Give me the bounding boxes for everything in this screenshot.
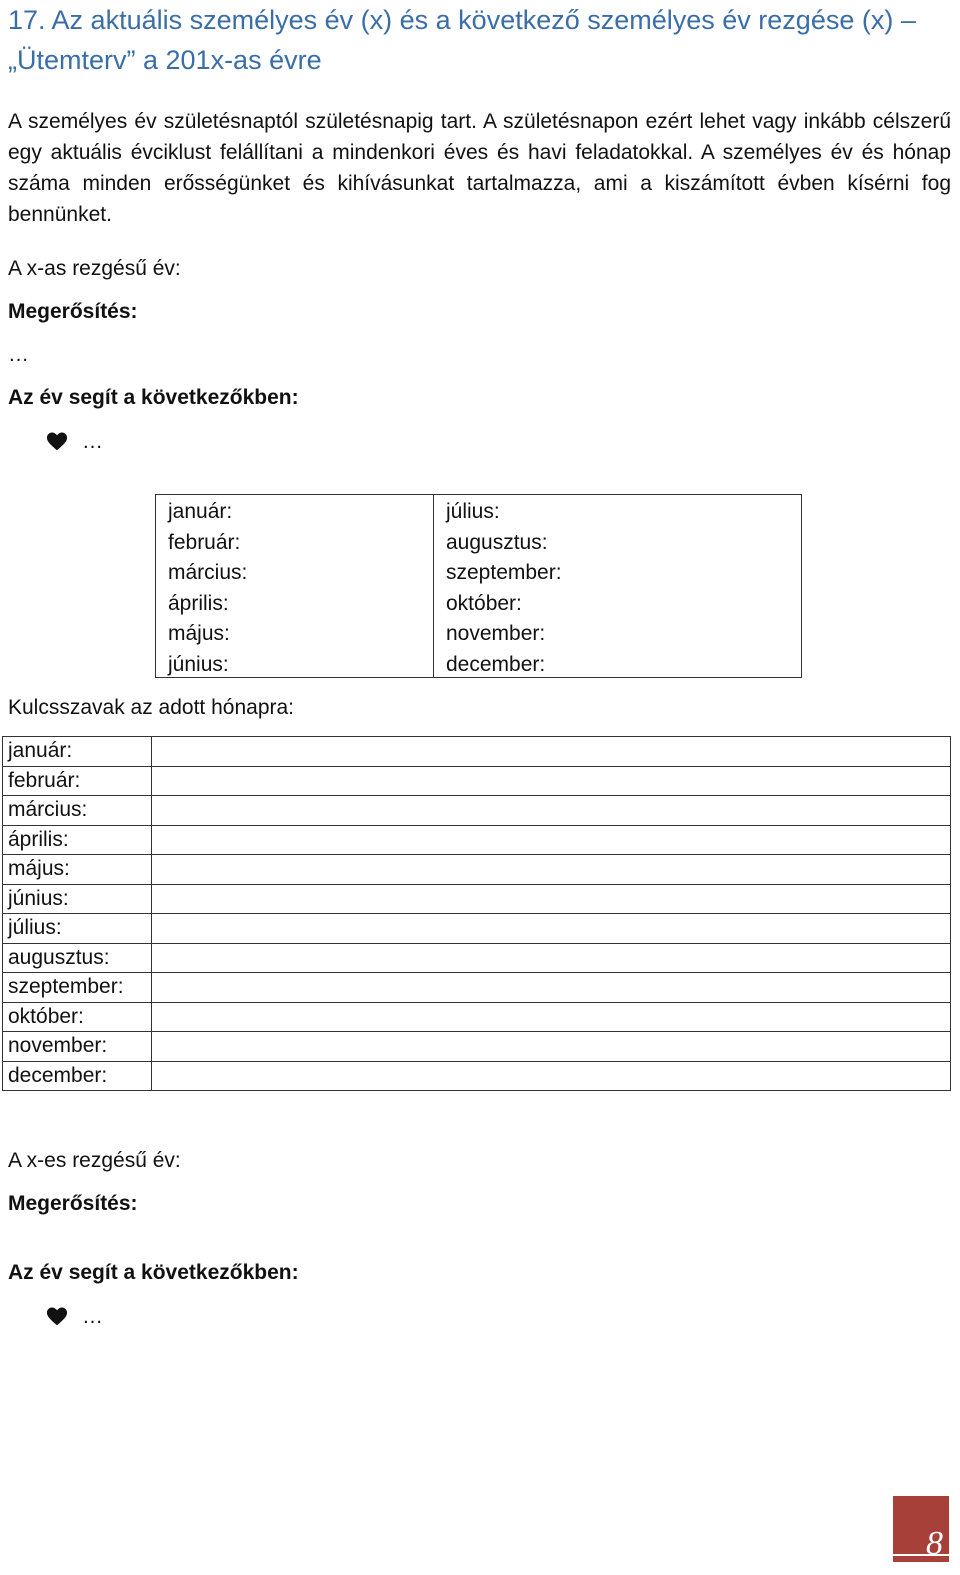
section2-bullet-text: … (82, 1305, 103, 1328)
month-label: augusztus: (446, 530, 548, 554)
months-column-first-half (156, 495, 434, 677)
months-column-second-half (434, 495, 801, 677)
keyword-entry-cell[interactable] (152, 943, 951, 973)
table-row (3, 914, 951, 944)
months-box (155, 494, 802, 678)
section2-affirmation-label: Megerősítés: (8, 1192, 138, 1215)
page-title: 17. Az aktuális személyes év (x) és a következő személyes év rezgése (x) – „Ütemterv” a 201x-as évre (8, 5, 916, 75)
table-row (3, 855, 951, 885)
keyword-entry-cell[interactable] (152, 973, 951, 1003)
month-label: november: (446, 622, 546, 645)
month-label: március: (168, 561, 248, 584)
month-cell: szeptember: (3, 973, 152, 1003)
table-row (3, 973, 951, 1003)
section2-bullet (46, 1303, 103, 1331)
month-cell: augusztus: (3, 943, 152, 973)
keyword-entry-cell[interactable] (152, 1032, 951, 1062)
table-row (3, 884, 951, 914)
intro-paragraph: A személyes év születésnaptól születésnapig tart. A születésnapon ezért lehet vagy inkább célszerű egy aktuális évciklust felállítani a mindenkori éves és havi feladatokkal. A személyes év és hónap száma minden erősségünket és kihívásunkat tartalmazza, ami a kiszámított évben kísérni fog bennünket. (8, 110, 951, 226)
keyword-entry-cell[interactable] (152, 884, 951, 914)
month-cell: november: (3, 1032, 152, 1062)
table-row (3, 943, 951, 973)
month-label: július: (446, 500, 500, 523)
keyword-entry-cell[interactable] (152, 914, 951, 944)
table-row (3, 1032, 951, 1062)
section1-bullet-text: … (82, 430, 103, 453)
month-cell: december: (3, 1061, 152, 1091)
section1-affirmation-label: Megerősítés: (8, 300, 138, 323)
month-cell: január: (3, 737, 152, 767)
month-cell: október: (3, 1002, 152, 1032)
heart-icon (46, 431, 68, 453)
month-cell: május: (3, 855, 152, 885)
keywords-table (2, 736, 951, 1091)
month-cell: február: (3, 766, 152, 796)
month-label: április: (168, 591, 229, 615)
section2-heading: A x-es rezgésű év: (8, 1149, 181, 1172)
month-label: december: (446, 652, 546, 676)
month-label: február: (168, 530, 241, 554)
keyword-entry-cell[interactable] (152, 855, 951, 885)
heart-icon (46, 1306, 68, 1328)
month-label: január: (168, 500, 233, 523)
month-cell: június: (3, 884, 152, 914)
month-label: október: (446, 591, 522, 615)
keyword-entry-cell[interactable] (152, 737, 951, 767)
month-label: május: (168, 622, 230, 645)
page-number: 8 (926, 1525, 943, 1562)
table-row (3, 737, 951, 767)
section1-heading: A x-as rezgésű év: (8, 257, 181, 280)
keywords-label: Kulcsszavak az adott hónapra: (8, 696, 295, 719)
page-number-badge (893, 1496, 949, 1562)
month-cell: április: (3, 825, 152, 855)
section1-affirmation-value: … (8, 343, 29, 366)
section1-bullet (46, 428, 103, 456)
table-row (3, 796, 951, 826)
section1-helps-label: Az év segít a következőkben: (8, 386, 299, 409)
keyword-entry-cell[interactable] (152, 796, 951, 826)
table-row (3, 1002, 951, 1032)
month-label: június: (168, 652, 229, 676)
month-label: szeptember: (446, 561, 562, 584)
keyword-entry-cell[interactable] (152, 1061, 951, 1091)
table-row (3, 825, 951, 855)
table-row (3, 766, 951, 796)
month-cell: július: (3, 914, 152, 944)
keyword-entry-cell[interactable] (152, 766, 951, 796)
month-cell: március: (3, 796, 152, 826)
keyword-entry-cell[interactable] (152, 1002, 951, 1032)
section2-helps-label: Az év segít a következőkben: (8, 1261, 299, 1284)
table-row (3, 1061, 951, 1091)
keyword-entry-cell[interactable] (152, 825, 951, 855)
